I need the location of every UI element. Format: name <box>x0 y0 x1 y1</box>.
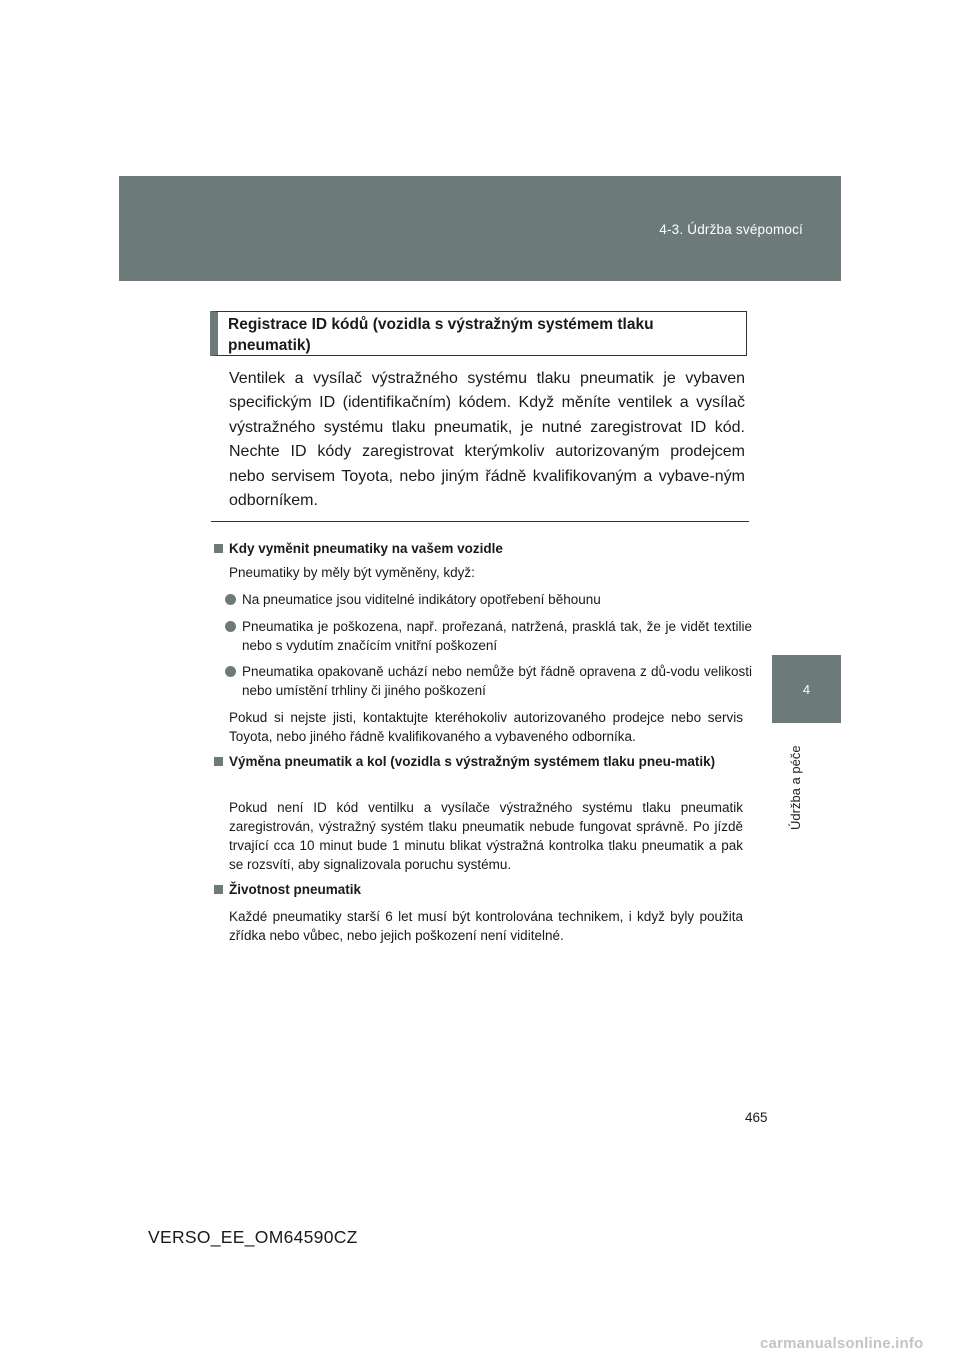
chapter-number: 4 <box>802 681 811 697</box>
square-bullet-icon <box>214 885 223 894</box>
intro-paragraph: Ventilek a vysílač výstražného systému tlaku pneumatik je vybaven specifickým ID (identifikačním) kódem. Když měníte ventilek a vysílač výstražného systému tlaku pneumatik, je nutné zaregistrovat ID kód. Nechte ID kódy zaregistrovat kterýmkoliv autorizovaným prodejcem nebo servisem Toyota, nebo jiným řádně kvalifikovaným a vybave-ným odborníkem. <box>229 370 745 510</box>
section-heading: Registrace ID kódů (vozidla s výstražným systémem tlaku pneumatik) <box>210 311 747 356</box>
note-replace-lead: Pneumatiky by měly být vyměněny, když: <box>229 565 475 580</box>
note-life-text: Každé pneumatiky starší 6 let musí být kontrolována technikem, i když byly použita zřídka nebo vůbec, nebo jejich poškození není viditelné. <box>229 909 743 943</box>
note-title-replace: Kdy vyměnit pneumatiky na vašem vozidle <box>214 539 744 558</box>
document-code: VERSO_EE_OM64590CZ <box>148 1227 358 1247</box>
header-band <box>119 176 841 281</box>
header-section-title: 4-3. Údržba svépomocí <box>659 222 803 237</box>
square-bullet-icon <box>214 544 223 553</box>
note-replace-closing: Pokud si nejste jisti, kontaktujte kteréhokoliv autorizovaného prodejce nebo servis Toyota, nebo jiného řádně kvalifikovaného a vybaveného odborníka. <box>229 710 743 744</box>
list-item: Pneumatika je poškozena, např. prořezaná, natržená, prasklá tak, že je vidět textilie nebo s vydutím značícím vnitřní poškození <box>225 617 752 655</box>
circle-bullet-icon <box>225 666 236 677</box>
list-item: Pneumatika opakovaně uchází nebo nemůže být řádně opravena z dů-vodu velikosti nebo umístění trhliny či jiného poškození <box>225 662 752 700</box>
note-wheels-text: Pokud není ID kód ventilku a vysílače výstražného systému tlaku pneumatik zaregistrován, výstražný systém tlaku pneumatik nebude fungovat správně. Po jízdě trvající cca 10 minut bude 1 minutu blikat výstražná kontrolka tlaku pneumatik a pak se rozsvítí, aby signalizovala poruchu systému. <box>229 800 743 872</box>
list-item: Na pneumatice jsou viditelné indikátory opotřebení běhounu <box>225 590 752 609</box>
note-title-life: Životnost pneumatik <box>214 880 744 899</box>
circle-bullet-icon <box>225 594 236 605</box>
page-number: 465 <box>745 1110 768 1125</box>
chapter-side-label <box>788 735 804 830</box>
chapter-label: Údržba a péče <box>788 745 803 830</box>
note-title-wheels: Výměna pneumatik a kol (vozidla s výstražným systémem tlaku pneu-matik) <box>214 752 744 771</box>
circle-bullet-icon <box>225 621 236 632</box>
square-bullet-icon <box>214 757 223 766</box>
section-divider <box>211 521 749 522</box>
watermark: carmanualsonline.info <box>760 1335 924 1352</box>
chapter-tab <box>772 655 841 723</box>
